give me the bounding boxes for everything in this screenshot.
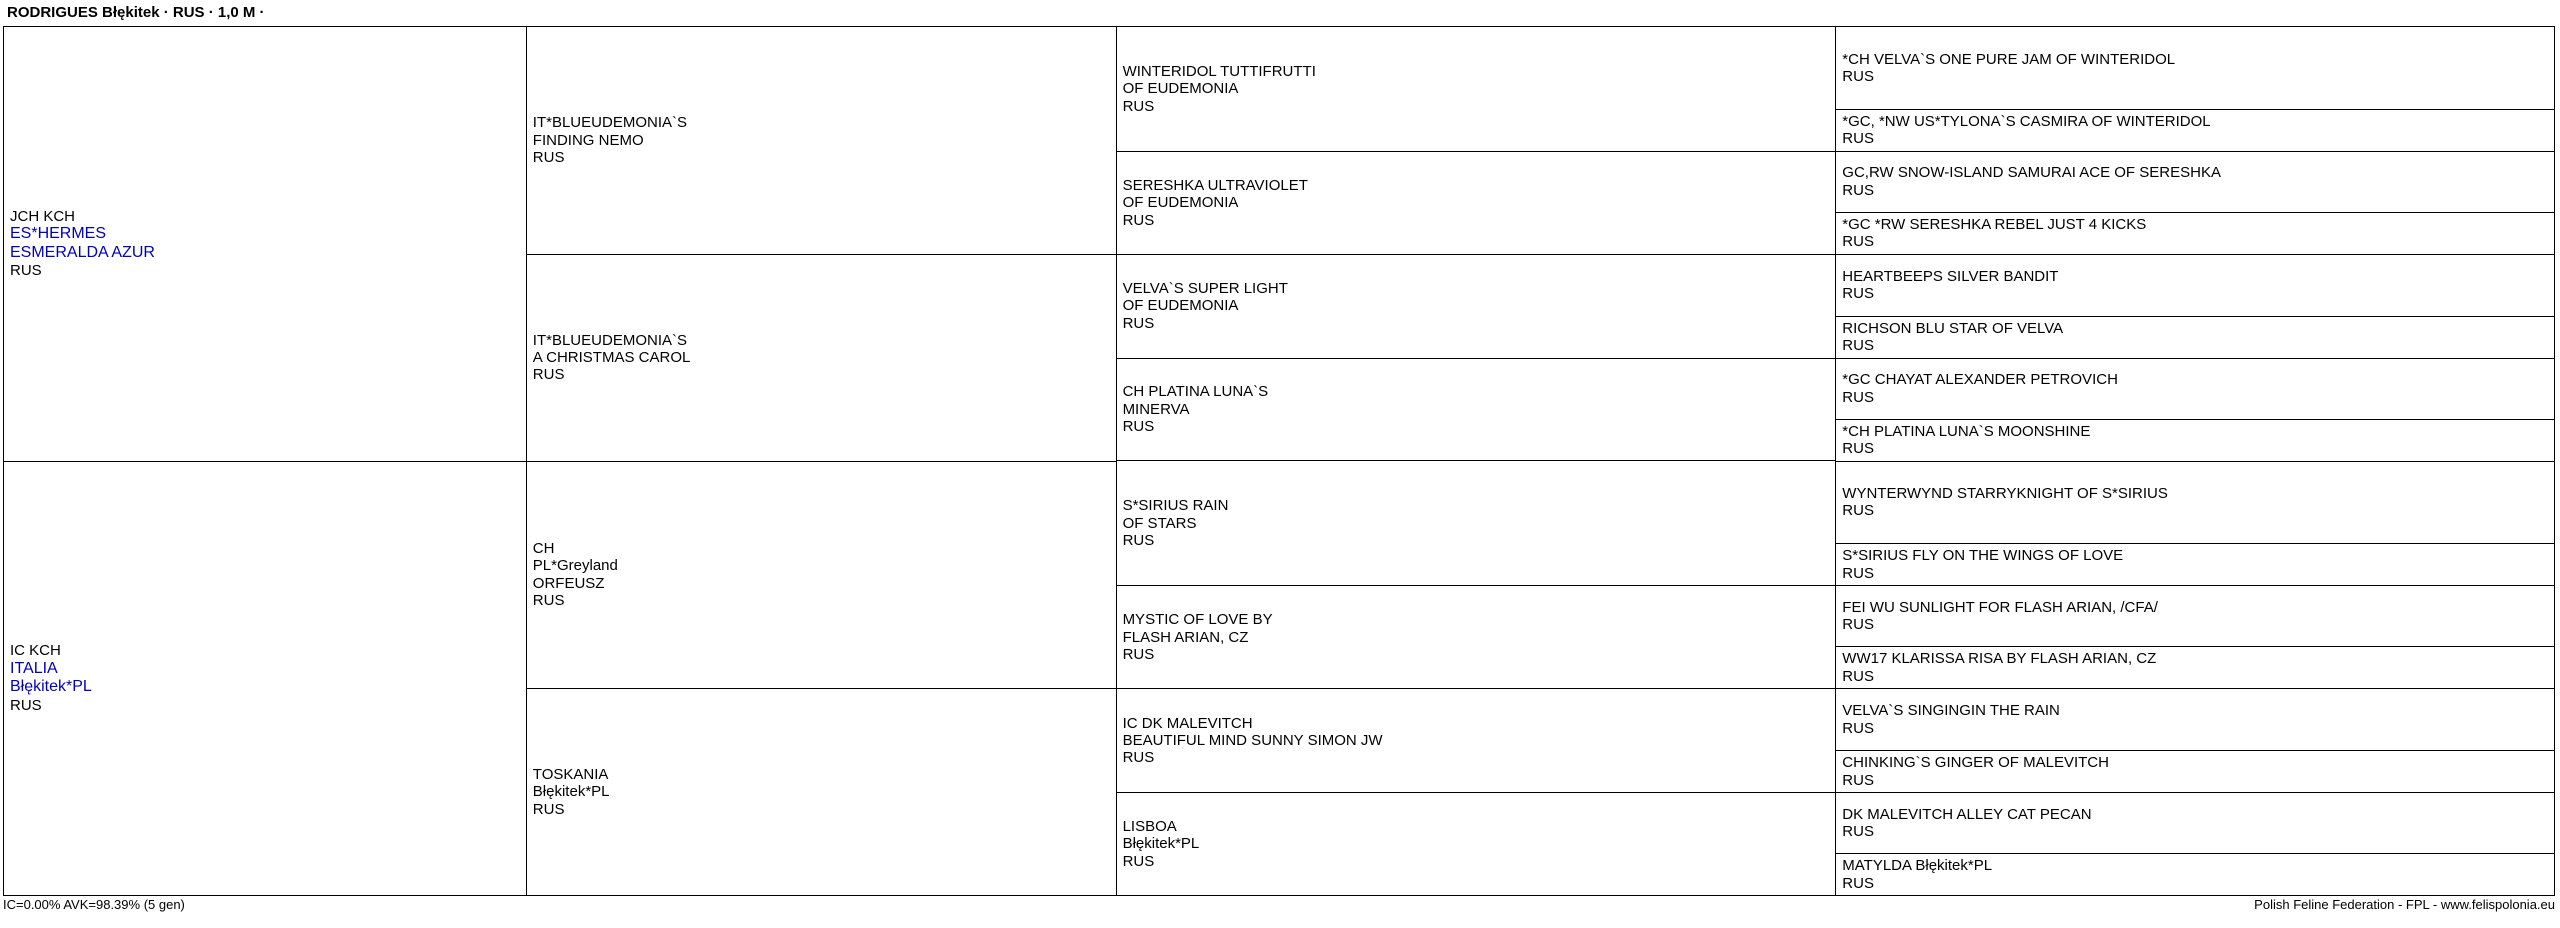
grandparent-line: PL*Greyland (532, 557, 618, 575)
dam-name-line2: Błękitek*PL (10, 678, 92, 696)
ancestor-country: RUS (1842, 285, 1874, 303)
great-grandparent-line: OF STARS (1122, 514, 1197, 532)
great-grandparent-line: RUS (1122, 852, 1155, 870)
ancestor-country: RUS (1842, 564, 1874, 582)
ancestor-name: *GC *RW SERESHKA REBEL JUST 4 KICKS (1842, 215, 2147, 233)
ancestor-country: RUS (1842, 233, 1874, 251)
ancestor-country: RUS (1842, 823, 1874, 841)
ancestor-name: WW17 KLARISSA RISA BY FLASH ARIAN, CZ (1842, 650, 2157, 668)
ancestor-cell (1836, 586, 2555, 647)
great-grandparent-line: RUS (1122, 211, 1155, 229)
great-grandparent-line: SERESHKA ULTRAVIOLET (1122, 176, 1308, 194)
ancestor-name: HEARTBEEPS SILVER BANDIT (1842, 267, 2059, 285)
dam-country: RUS (10, 696, 42, 714)
grandparent-line: IT*BLUEUDEMONIA`S (532, 331, 687, 349)
sire-country: RUS (10, 262, 42, 280)
dam-title: IC KCH (10, 642, 61, 660)
great-grandparent-cell (1117, 27, 1837, 152)
great-grandparent-line: BEAUTIFUL MIND SUNNY SIMON JW (1122, 731, 1383, 749)
ancestor-name: VELVA`S SINGINGIN THE RAIN (1842, 702, 2060, 720)
grandparent-line: ORFEUSZ (532, 574, 605, 592)
pedigree-generation-2 (527, 27, 1117, 896)
ancestor-cell (1836, 462, 2555, 545)
great-grandparent-cell (1117, 359, 1837, 462)
ancestor-cell (1836, 544, 2555, 586)
pedigree-generation-1 (4, 27, 527, 896)
ancestor-cell (1836, 359, 2555, 420)
ancestor-cell (1836, 255, 2555, 317)
ancestor-country: RUS (1842, 771, 1874, 789)
grandparent-line: IT*BLUEUDEMONIA`S (532, 114, 687, 132)
ancestor-name: RICHSON BLU STAR OF VELVA (1842, 319, 2064, 337)
great-grandparent-cell (1117, 461, 1837, 586)
ancestor-country: RUS (1842, 616, 1874, 634)
great-grandparent-line: WINTERIDOL TUTTIFRUTTI (1122, 62, 1316, 80)
ancestor-name: MATYLDA Błękitek*PL (1842, 857, 1993, 875)
grandparent-cell (527, 689, 1117, 896)
great-grandparent-line: RUS (1122, 749, 1155, 767)
great-grandparent-line: RUS (1122, 314, 1155, 332)
ancestor-name: CHINKING`S GINGER OF MALEVITCH (1842, 754, 2109, 772)
ancestor-name: *GC CHAYAT ALEXANDER PETROVICH (1842, 371, 2118, 389)
ancestor-name: S*SIRIUS FLY ON THE WINGS OF LOVE (1842, 547, 2124, 565)
ancestor-name: *GC, *NW US*TYLONA`S CASMIRA OF WINTERIDOL (1842, 112, 2211, 130)
ancestor-cell (1836, 647, 2555, 689)
ancestor-country: RUS (1842, 67, 1874, 85)
sire-title: JCH KCH (10, 207, 76, 225)
great-grandparent-line: RUS (1122, 418, 1155, 436)
ancestor-name: GC,RW SNOW-ISLAND SAMURAI ACE OF SERESHKA (1842, 164, 2221, 182)
great-grandparent-line: RUS (1122, 532, 1155, 550)
ancestor-cell (1836, 793, 2555, 854)
ancestor-name: FEI WU SUNLIGHT FOR FLASH ARIAN, /CFA/ (1842, 598, 2158, 616)
grandparent-cell (527, 255, 1117, 462)
grandparent-line: TOSKANIA (532, 766, 609, 783)
great-grandparent-line: MINERVA (1122, 400, 1190, 418)
great-grandparent-line: VELVA`S SUPER LIGHT (1122, 280, 1288, 298)
ancestor-country: RUS (1842, 719, 1874, 737)
grandparent-line: FINDING NEMO (532, 131, 644, 149)
ancestor-country: RUS (1842, 440, 1874, 458)
ancestor-country: RUS (1842, 667, 1874, 685)
dam-name-line1: ITALIA (10, 659, 58, 677)
grandparent-line: RUS (532, 366, 565, 384)
grandparent-line: A CHRISTMAS CAROL (532, 348, 691, 366)
pedigree-generation-3 (1117, 27, 1837, 896)
great-grandparent-cell (1117, 255, 1837, 359)
great-grandparent-line: OF EUDEMONIA (1122, 194, 1239, 212)
ancestor-country: RUS (1842, 874, 1874, 892)
grandparent-line: RUS (532, 800, 565, 818)
ancestor-name: *CH PLATINA LUNA`S MOONSHINE (1842, 422, 2091, 440)
great-grandparent-line: Błękitek*PL (1122, 835, 1200, 853)
sire-name-line1: ES*HERMES (10, 225, 107, 243)
sire-cell (4, 27, 527, 462)
ancestor-cell (1836, 213, 2555, 255)
ancestor-country: RUS (1842, 181, 1874, 199)
federation-credit: Polish Feline Federation - FPL - www.felispolonia.eu (2254, 897, 2555, 912)
ancestor-country: RUS (1842, 337, 1874, 355)
ancestor-cell (1836, 110, 2555, 152)
inbreeding-stats: IC=0.00% AVK=98.39% (5 gen) (3, 897, 185, 912)
ancestor-cell (1836, 317, 2555, 359)
great-grandparent-line: RUS (1122, 645, 1155, 663)
page-title: RODRIGUES Błękitek · RUS · 1,0 M · (7, 4, 265, 21)
great-grandparent-cell (1117, 793, 1837, 896)
ancestor-cell (1836, 27, 2555, 110)
ancestor-country: RUS (1842, 130, 1874, 148)
grandparent-line: RUS (532, 592, 565, 610)
grandparent-cell (527, 27, 1117, 255)
grandparent-line: Błękitek*PL (532, 783, 610, 801)
great-grandparent-cell (1117, 586, 1837, 689)
ancestor-name: *CH VELVA`S ONE PURE JAM OF WINTERIDOL (1842, 50, 2176, 68)
grandparent-line: CH (532, 540, 555, 558)
pedigree-generation-4 (1836, 27, 2555, 896)
great-grandparent-line: MYSTIC OF LOVE BY (1122, 611, 1273, 629)
great-grandparent-line: S*SIRIUS RAIN (1122, 497, 1229, 515)
great-grandparent-line: CH PLATINA LUNA`S (1122, 383, 1269, 401)
ancestor-name: WYNTERWYND STARRYKNIGHT OF S*SIRIUS (1842, 485, 2168, 503)
sire-name-line2: ESMERALDA AZUR (10, 243, 155, 261)
ancestor-cell (1836, 751, 2555, 793)
grandparent-cell (527, 462, 1117, 690)
great-grandparent-cell (1117, 152, 1837, 255)
great-grandparent-line: LISBOA (1122, 817, 1177, 835)
great-grandparent-line: RUS (1122, 97, 1155, 115)
ancestor-cell (1836, 420, 2555, 462)
ancestor-country: RUS (1842, 388, 1874, 406)
pedigree-table (3, 26, 2555, 896)
grandparent-line: RUS (532, 149, 565, 167)
great-grandparent-cell (1117, 689, 1837, 793)
great-grandparent-line: FLASH ARIAN, CZ (1122, 628, 1249, 646)
ancestor-cell (1836, 854, 2555, 896)
ancestor-cell (1836, 152, 2555, 213)
dam-cell (4, 462, 527, 897)
ancestor-country: RUS (1842, 502, 1874, 520)
ancestor-name: DK MALEVITCH ALLEY CAT PECAN (1842, 805, 2092, 823)
ancestor-cell (1836, 689, 2555, 751)
great-grandparent-line: OF EUDEMONIA (1122, 297, 1239, 315)
great-grandparent-line: OF EUDEMONIA (1122, 80, 1239, 98)
great-grandparent-line: IC DK MALEVITCH (1122, 714, 1253, 732)
